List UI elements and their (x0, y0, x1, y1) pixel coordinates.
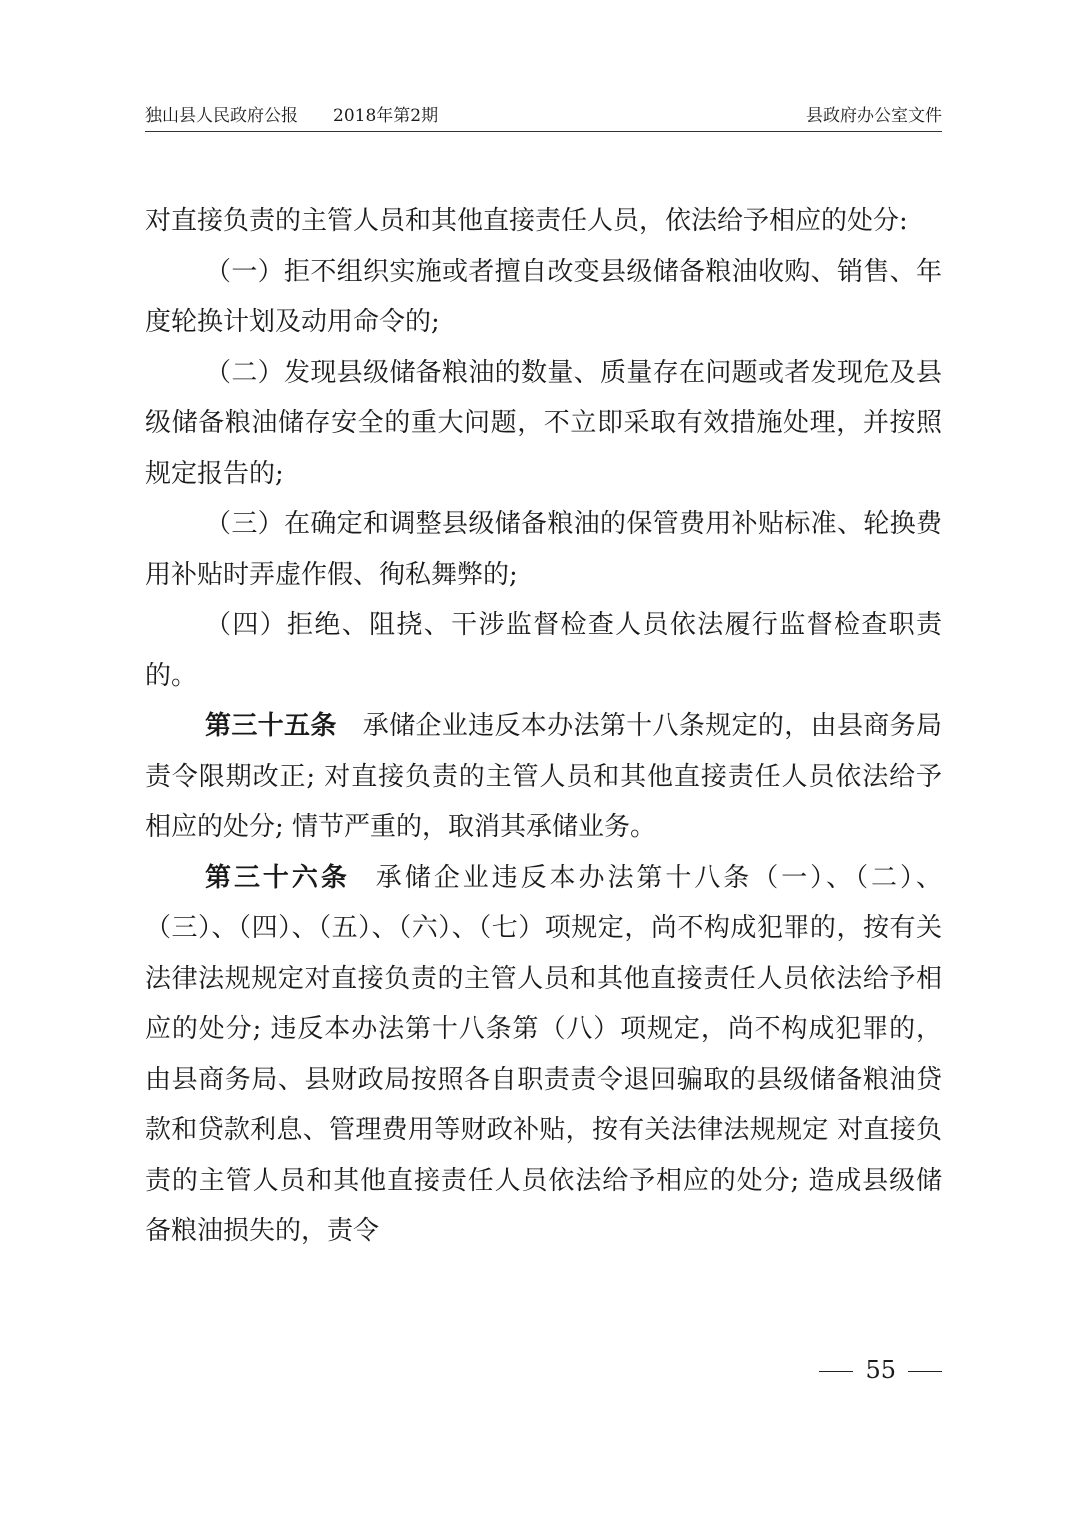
article-title: 第三十五条 (205, 711, 337, 741)
paragraph-text: （四）拒绝、阻挠、干涉监督检查人员依法履行监督检查职责的。 (145, 610, 942, 691)
paragraph-text: 承储企业违反本办法第十八条（一）、（二）、（三）、（四）、（五）、（六）、（七）项规定，尚不构成犯罪的，按有关法律法规规定对直接负责的主管人员和其他直接责任人员依法给予相应的处分; 违反本办法第十八条第（八）项规定，尚不构成犯罪的，由县商务局、县财政局按照各自职责责令退回骗取的县级储备粮油贷款和贷款利息、管理费用等财政补贴，按有关法律法规规定 对直接负责的主管人员和其他直接责任人员依法给予相应的处分; 造成县级储备粮油损失的，责令 (145, 862, 942, 1246)
dash-right (908, 1371, 942, 1372)
page-number: 55 (865, 1356, 896, 1384)
issue-label: 2018年第2期 (333, 106, 439, 126)
list-item (145, 499, 942, 600)
header-divider (145, 131, 942, 132)
paragraph-text: 对直接负责的主管人员和其他直接责任人员，依法给予相应的处分: (145, 206, 908, 236)
article-35 (145, 701, 942, 853)
document-body (145, 196, 942, 1257)
dash-left (819, 1371, 853, 1372)
paragraph-text: （三）在确定和调整县级储备粮油的保管费用补贴标准、轮换费用补贴时弄虚作假、徇私舞弊的; (145, 509, 942, 590)
paragraph-text: 承储企业违反本办法第十八条规定的，由县商务局责令限期改正; 对直接负责的主管人员和其他直接责任人员依法给予相应的处分; 情节严重的，取消其承储业务。 (145, 711, 942, 842)
paragraph (145, 196, 942, 247)
section-label: 县政府办公室文件 (806, 106, 942, 126)
list-item (145, 247, 942, 348)
paragraph-text: （一）拒不组织实施或者擅自改变县级储备粮油收购、销售、年度轮换计划及动用命令的; (145, 256, 942, 337)
page-footer (145, 1350, 942, 1390)
article-title: 第三十六条 (205, 862, 350, 893)
page-header (145, 103, 942, 129)
list-item (145, 600, 942, 701)
paragraph-text: （二）发现县级储备粮油的数量、质量存在问题或者发现危及县级储备粮油储存安全的重大问题，不立即采取有效措施处理，并按照规定报告的; (145, 357, 942, 489)
list-item (145, 348, 942, 500)
article-36 (145, 853, 942, 1257)
bulletin-title: 独山县人民政府公报 (145, 106, 298, 126)
